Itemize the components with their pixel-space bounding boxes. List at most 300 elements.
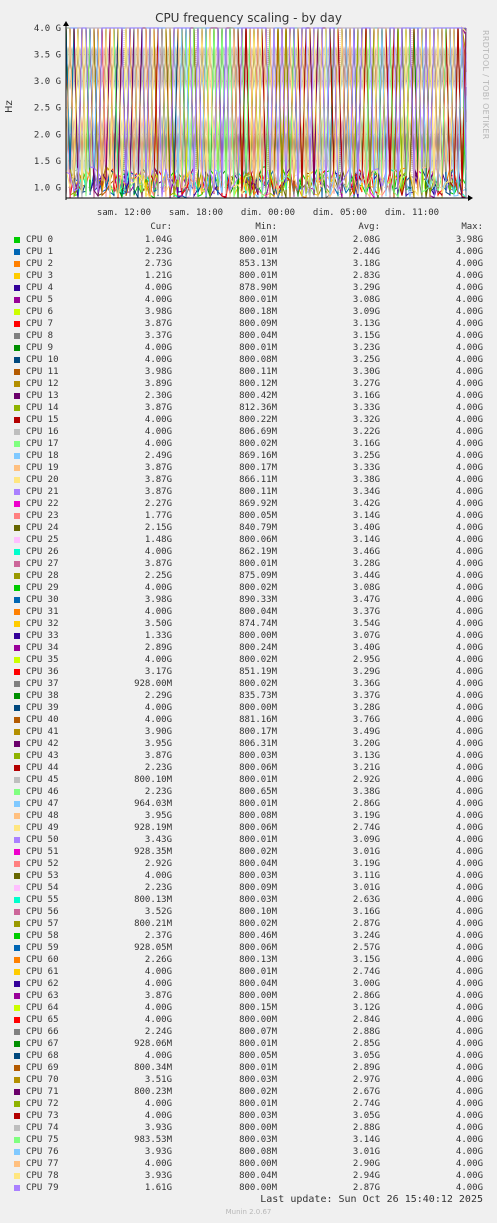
series-color-swatch <box>14 645 20 651</box>
series-cur: 3.98G <box>144 367 172 377</box>
series-max: 4.00G <box>455 403 483 413</box>
series-name: CPU 22 <box>26 499 59 509</box>
y-tick-label: 2.5 G <box>33 103 61 114</box>
series-name: CPU 62 <box>26 979 59 989</box>
series-color-swatch <box>14 237 20 243</box>
series-avg: 3.28G <box>352 703 380 713</box>
series-cur: 928.19M <box>134 823 172 833</box>
series-name: CPU 53 <box>26 871 59 881</box>
series-min: 800.03M <box>239 871 277 881</box>
series-max: 4.00G <box>455 811 483 821</box>
series-max: 4.00G <box>455 799 483 809</box>
series-name: CPU 48 <box>26 811 59 821</box>
series-max: 4.00G <box>455 667 483 677</box>
series-color-swatch <box>14 861 20 867</box>
series-avg: 3.13G <box>352 751 380 761</box>
series-name: CPU 59 <box>26 943 59 953</box>
series-max: 4.00G <box>455 1063 483 1073</box>
series-name: CPU 68 <box>26 1051 59 1061</box>
series-name: CPU 39 <box>26 703 59 713</box>
series-min: 800.01M <box>239 1099 277 1109</box>
series-min: 800.04M <box>239 979 277 989</box>
series-min: 800.05M <box>239 1051 277 1061</box>
series-cur: 3.87G <box>144 319 172 329</box>
cpu-frequency-chart <box>0 0 497 220</box>
series-cur: 3.87G <box>144 403 172 413</box>
series-name: CPU 12 <box>26 379 59 389</box>
series-name: CPU 42 <box>26 739 59 749</box>
legend-row <box>0 414 497 426</box>
series-name: CPU 49 <box>26 823 59 833</box>
series-name: CPU 4 <box>26 283 54 293</box>
series-name: CPU 45 <box>26 775 59 785</box>
series-avg: 3.29G <box>352 283 380 293</box>
series-color-swatch <box>14 945 20 951</box>
series-cur: 4.00G <box>144 283 172 293</box>
series-max: 4.00G <box>455 943 483 953</box>
legend-row <box>0 390 497 402</box>
series-max: 4.00G <box>455 511 483 521</box>
series-min: 800.08M <box>239 811 277 821</box>
series-max: 4.00G <box>455 1123 483 1133</box>
series-avg: 3.38G <box>352 475 380 485</box>
series-min: 800.02M <box>239 847 277 857</box>
series-name: CPU 63 <box>26 991 59 1001</box>
series-min: 800.03M <box>239 1111 277 1121</box>
series-color-swatch <box>14 765 20 771</box>
series-color-swatch <box>14 1125 20 1131</box>
series-color-swatch <box>14 789 20 795</box>
y-tick-label: 3.5 G <box>33 50 61 61</box>
series-cur: 3.43G <box>144 835 172 845</box>
series-name: CPU 2 <box>26 259 54 269</box>
series-avg: 2.74G <box>352 823 380 833</box>
y-tick-label: 3.0 G <box>33 77 61 88</box>
series-cur: 4.00G <box>144 1111 172 1121</box>
legend-row <box>0 894 497 906</box>
series-cur: 4.00G <box>144 1015 172 1025</box>
series-cur: 800.23M <box>134 1087 172 1097</box>
legend-row <box>0 318 497 330</box>
series-color-swatch <box>14 729 20 735</box>
series-avg: 3.14G <box>352 511 380 521</box>
series-cur: 2.92G <box>144 859 172 869</box>
series-cur: 2.89G <box>144 643 172 653</box>
legend-row <box>0 750 497 762</box>
series-name: CPU 56 <box>26 907 59 917</box>
series-color-swatch <box>14 693 20 699</box>
series-avg: 3.13G <box>352 319 380 329</box>
series-min: 800.06M <box>239 763 277 773</box>
series-cur: 928.06M <box>134 1039 172 1049</box>
series-cur: 3.93G <box>144 1171 172 1181</box>
series-min: 800.46M <box>239 931 277 941</box>
series-color-swatch <box>14 681 20 687</box>
series-color-swatch <box>14 717 20 723</box>
series-name: CPU 44 <box>26 763 59 773</box>
series-min: 800.09M <box>239 883 277 893</box>
series-max: 4.00G <box>455 523 483 533</box>
series-cur: 2.15G <box>144 523 172 533</box>
series-min: 800.04M <box>239 859 277 869</box>
series-min: 800.15M <box>239 1003 277 1013</box>
series-avg: 3.28G <box>352 559 380 569</box>
series-avg: 3.18G <box>352 259 380 269</box>
series-name: CPU 31 <box>26 607 59 617</box>
legend-row <box>0 1110 497 1122</box>
series-max: 4.00G <box>455 763 483 773</box>
series-color-swatch <box>14 1077 20 1083</box>
series-max: 4.00G <box>455 463 483 473</box>
legend-row <box>0 738 497 750</box>
series-avg: 3.01G <box>352 847 380 857</box>
series-color-swatch <box>14 381 20 387</box>
series-max: 4.00G <box>455 1027 483 1037</box>
series-cur: 2.23G <box>144 787 172 797</box>
legend-row <box>0 1182 497 1194</box>
legend-row <box>0 306 497 318</box>
x-tick-label: sam. 12:00 <box>96 208 152 218</box>
series-min: 800.06M <box>239 823 277 833</box>
series-max: 4.00G <box>455 1183 483 1193</box>
series-min: 800.12M <box>239 379 277 389</box>
series-avg: 3.09G <box>352 307 380 317</box>
series-min: 862.19M <box>239 547 277 557</box>
series-max: 4.00G <box>455 343 483 353</box>
series-max: 4.00G <box>455 391 483 401</box>
series-color-swatch <box>14 777 20 783</box>
series-color-swatch <box>14 261 20 267</box>
series-max: 4.00G <box>455 655 483 665</box>
legend-row <box>0 1074 497 1086</box>
legend-row <box>0 354 497 366</box>
series-name: CPU 41 <box>26 727 59 737</box>
series-name: CPU 52 <box>26 859 59 869</box>
series-name: CPU 7 <box>26 319 54 329</box>
series-avg: 2.89G <box>352 1063 380 1073</box>
series-max: 4.00G <box>455 955 483 965</box>
series-color-swatch <box>14 609 20 615</box>
series-color-swatch <box>14 597 20 603</box>
series-min: 800.00M <box>239 1123 277 1133</box>
series-max: 4.00G <box>455 1171 483 1181</box>
series-cur: 2.25G <box>144 571 172 581</box>
series-color-swatch <box>14 933 20 939</box>
legend-header-cur: Cur: <box>150 222 172 232</box>
series-color-swatch <box>14 1185 20 1191</box>
legend-row <box>0 1170 497 1182</box>
series-cur: 800.34M <box>134 1063 172 1073</box>
series-cur: 4.00G <box>144 703 172 713</box>
series-color-swatch <box>14 537 20 543</box>
series-avg: 3.38G <box>352 787 380 797</box>
series-name: CPU 74 <box>26 1123 59 1133</box>
series-color-swatch <box>14 1137 20 1143</box>
legend-row <box>0 942 497 954</box>
legend-row <box>0 474 497 486</box>
series-name: CPU 78 <box>26 1171 59 1181</box>
series-name: CPU 27 <box>26 559 59 569</box>
series-max: 4.00G <box>455 1075 483 1085</box>
series-max: 4.00G <box>455 967 483 977</box>
series-color-swatch <box>14 657 20 663</box>
series-avg: 2.44G <box>352 247 380 257</box>
legend-row <box>0 366 497 378</box>
legend-row <box>0 690 497 702</box>
series-min: 800.02M <box>239 583 277 593</box>
legend-row <box>0 594 497 606</box>
legend-row <box>0 378 497 390</box>
series-max: 4.00G <box>455 1039 483 1049</box>
series-min: 800.17M <box>239 463 277 473</box>
series-avg: 3.33G <box>352 403 380 413</box>
series-max: 4.00G <box>455 703 483 713</box>
series-cur: 4.00G <box>144 295 172 305</box>
series-cur: 3.51G <box>144 1075 172 1085</box>
series-min: 875.09M <box>239 571 277 581</box>
series-name: CPU 29 <box>26 583 59 593</box>
legend-row <box>0 294 497 306</box>
legend-header-avg: Avg: <box>358 222 380 232</box>
series-min: 878.90M <box>239 283 277 293</box>
series-min: 853.13M <box>239 259 277 269</box>
series-cur: 4.00G <box>144 655 172 665</box>
series-color-swatch <box>14 369 20 375</box>
series-color-swatch <box>14 849 20 855</box>
series-min: 800.65M <box>239 787 277 797</box>
series-cur: 4.00G <box>144 1003 172 1013</box>
series-max: 4.00G <box>455 847 483 857</box>
series-cur: 2.23G <box>144 763 172 773</box>
x-tick-label: dim. 11:00 <box>384 208 440 218</box>
series-name: CPU 46 <box>26 787 59 797</box>
series-avg: 2.95G <box>352 655 380 665</box>
series-avg: 3.33G <box>352 463 380 473</box>
legend-row <box>0 1014 497 1026</box>
series-color-swatch <box>14 417 20 423</box>
series-color-swatch <box>14 633 20 639</box>
series-color-swatch <box>14 513 20 519</box>
y-tick-label: 1.5 G <box>33 156 61 167</box>
series-avg: 3.49G <box>352 727 380 737</box>
y-axis-arrow <box>63 21 69 26</box>
series-min: 800.00M <box>239 991 277 1001</box>
series-avg: 2.08G <box>352 235 380 245</box>
series-max: 3.98G <box>455 235 483 245</box>
series-max: 4.00G <box>455 1015 483 1025</box>
series-name: CPU 71 <box>26 1087 59 1097</box>
series-cur: 1.21G <box>144 271 172 281</box>
legend-row <box>0 270 497 282</box>
series-min: 800.02M <box>239 1087 277 1097</box>
series-avg: 2.90G <box>352 1159 380 1169</box>
legend-row <box>0 990 497 1002</box>
series-cur: 3.95G <box>144 739 172 749</box>
series-name: CPU 66 <box>26 1027 59 1037</box>
series-avg: 3.21G <box>352 763 380 773</box>
series-name: CPU 19 <box>26 463 59 473</box>
series-min: 800.11M <box>239 367 277 377</box>
series-min: 800.03M <box>239 895 277 905</box>
series-min: 800.00M <box>239 1015 277 1025</box>
series-cur: 3.87G <box>144 475 172 485</box>
series-name: CPU 11 <box>26 367 59 377</box>
series-avg: 2.74G <box>352 1099 380 1109</box>
series-min: 800.05M <box>239 511 277 521</box>
series-max: 4.00G <box>455 571 483 581</box>
series-color-swatch <box>14 525 20 531</box>
legend-row <box>0 510 497 522</box>
series-avg: 2.86G <box>352 799 380 809</box>
series-max: 4.00G <box>455 415 483 425</box>
series-color-swatch <box>14 909 20 915</box>
series-min: 800.02M <box>239 919 277 929</box>
legend-row <box>0 1146 497 1158</box>
series-max: 4.00G <box>455 379 483 389</box>
series-min: 800.09M <box>239 319 277 329</box>
series-name: CPU 6 <box>26 307 54 317</box>
series-max: 4.00G <box>455 487 483 497</box>
series-avg: 2.67G <box>352 1087 380 1097</box>
series-cur: 3.90G <box>144 727 172 737</box>
series-cur: 2.37G <box>144 931 172 941</box>
series-min: 800.00M <box>239 1183 277 1193</box>
series-name: CPU 54 <box>26 883 59 893</box>
series-min: 800.01M <box>239 235 277 245</box>
series-max: 4.00G <box>455 727 483 737</box>
series-name: CPU 16 <box>26 427 59 437</box>
series-name: CPU 15 <box>26 415 59 425</box>
series-name: CPU 36 <box>26 667 59 677</box>
series-max: 4.00G <box>455 835 483 845</box>
legend-row <box>0 330 497 342</box>
series-cur: 1.61G <box>144 1183 172 1193</box>
series-name: CPU 8 <box>26 331 54 341</box>
legend-row <box>0 258 497 270</box>
series-color-swatch <box>14 429 20 435</box>
series-name: CPU 26 <box>26 547 59 557</box>
series-max: 4.00G <box>455 1147 483 1157</box>
legend-row <box>0 498 497 510</box>
series-color-swatch <box>14 357 20 363</box>
x-tick-label: dim. 05:00 <box>312 208 368 218</box>
legend-row <box>0 606 497 618</box>
series-min: 800.11M <box>239 487 277 497</box>
legend-row <box>0 1122 497 1134</box>
series-avg: 3.54G <box>352 619 380 629</box>
series-max: 4.00G <box>455 283 483 293</box>
series-min: 800.01M <box>239 295 277 305</box>
series-color-swatch <box>14 801 20 807</box>
series-color-swatch <box>14 1173 20 1179</box>
legend-row <box>0 654 497 666</box>
series-color-swatch <box>14 1017 20 1023</box>
series-max: 4.00G <box>455 475 483 485</box>
series-min: 800.00M <box>239 703 277 713</box>
legend-row <box>0 1062 497 1074</box>
series-cur: 3.93G <box>144 1123 172 1133</box>
series-name: CPU 14 <box>26 403 59 413</box>
legend-row <box>0 966 497 978</box>
legend-row <box>0 810 497 822</box>
legend-row <box>0 882 497 894</box>
series-name: CPU 5 <box>26 295 54 305</box>
series-name: CPU 34 <box>26 643 59 653</box>
series-avg: 3.37G <box>352 607 380 617</box>
series-cur: 4.00G <box>144 1099 172 1109</box>
legend-row <box>0 798 497 810</box>
x-axis-arrow <box>468 195 473 201</box>
series-avg: 3.05G <box>352 1051 380 1061</box>
series-cur: 4.00G <box>144 583 172 593</box>
series-max: 4.00G <box>455 247 483 257</box>
series-max: 4.00G <box>455 583 483 593</box>
series-cur: 2.23G <box>144 247 172 257</box>
series-name: CPU 75 <box>26 1135 59 1145</box>
series-color-swatch <box>14 1053 20 1059</box>
series-max: 4.00G <box>455 427 483 437</box>
series-name: CPU 24 <box>26 523 59 533</box>
series-min: 840.79M <box>239 523 277 533</box>
series-cur: 3.89G <box>144 379 172 389</box>
series-color-swatch <box>14 885 20 891</box>
series-max: 4.00G <box>455 775 483 785</box>
series-color-swatch <box>14 465 20 471</box>
series-min: 800.01M <box>239 1039 277 1049</box>
legend-row <box>0 822 497 834</box>
series-max: 4.00G <box>455 871 483 881</box>
series-color-swatch <box>14 321 20 327</box>
series-name: CPU 3 <box>26 271 54 281</box>
series-color-swatch <box>14 741 20 747</box>
series-cur: 1.33G <box>144 631 172 641</box>
series-max: 4.00G <box>455 319 483 329</box>
series-avg: 3.29G <box>352 667 380 677</box>
series-cur: 3.95G <box>144 811 172 821</box>
legend-row <box>0 954 497 966</box>
series-name: CPU 25 <box>26 535 59 545</box>
series-min: 800.03M <box>239 1135 277 1145</box>
series-min: 800.03M <box>239 1075 277 1085</box>
series-avg: 3.27G <box>352 379 380 389</box>
series-color-swatch <box>14 1161 20 1167</box>
series-min: 800.17M <box>239 727 277 737</box>
series-max: 4.00G <box>455 1003 483 1013</box>
series-max: 4.00G <box>455 451 483 461</box>
series-color-swatch <box>14 273 20 279</box>
series-avg: 3.42G <box>352 499 380 509</box>
series-max: 4.00G <box>455 559 483 569</box>
series-avg: 2.88G <box>352 1027 380 1037</box>
series-min: 800.01M <box>239 1063 277 1073</box>
series-name: CPU 64 <box>26 1003 59 1013</box>
legend-row <box>0 582 497 594</box>
series-cur: 3.87G <box>144 559 172 569</box>
series-min: 800.04M <box>239 331 277 341</box>
series-name: CPU 30 <box>26 595 59 605</box>
series-cur: 3.52G <box>144 907 172 917</box>
legend-row <box>0 858 497 870</box>
series-cur: 4.00G <box>144 547 172 557</box>
series-name: CPU 73 <box>26 1111 59 1121</box>
series-name: CPU 67 <box>26 1039 59 1049</box>
series-cur: 1.77G <box>144 511 172 521</box>
series-name: CPU 77 <box>26 1159 59 1169</box>
legend-row <box>0 402 497 414</box>
legend-row <box>0 282 497 294</box>
series-min: 800.00M <box>239 1159 277 1169</box>
series-max: 4.00G <box>455 751 483 761</box>
